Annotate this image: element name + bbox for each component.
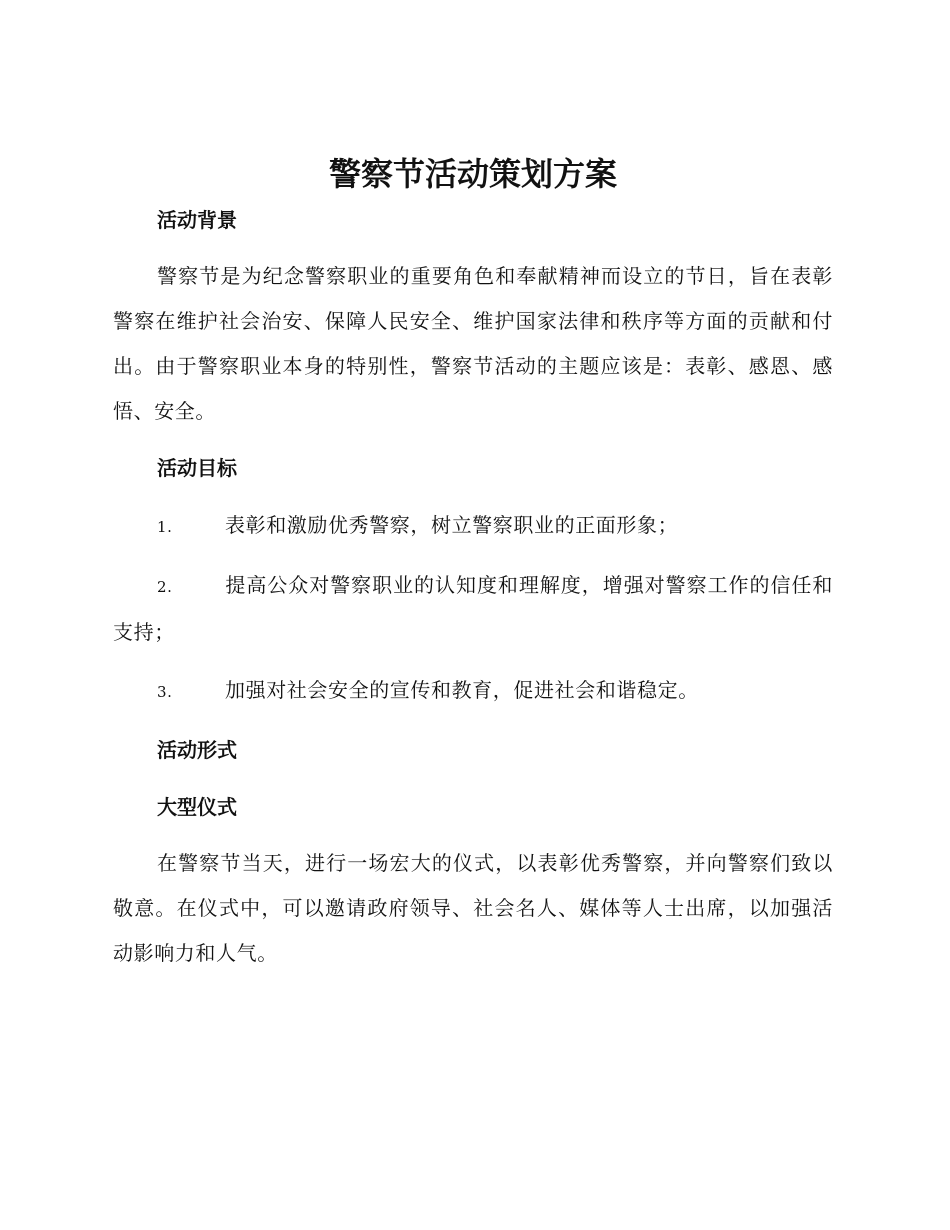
list-item-text: 提高公众对警察职业的认知度和理解度，增强对警察工作的信任和支持； <box>113 573 833 644</box>
spacer <box>113 829 833 841</box>
document-page <box>113 150 833 976</box>
list-number: 2. <box>157 578 173 596</box>
list-number: 3. <box>157 683 173 701</box>
list-item-text: 表彰和激励优秀警察，树立警察职业的正面形象； <box>225 513 679 537</box>
background-paragraph: 警察节是为纪念警察职业的重要角色和奉献精神而设立的节日，旨在表彰警察在维护社会治安、保障人民安全、维护国家法律和秩序等方面的贡献和付出。由于警察职业本身的特别性，警察节活动的主题应该是：表彰、感恩、感悟、安全。 <box>113 264 833 423</box>
spacer <box>113 434 833 446</box>
spacer <box>113 490 833 503</box>
ceremony-paragraph: 在警察节当天，进行一场宏大的仪式，以表彰优秀警察，并向警察们致以敬意。在仪式中，可以邀请政府领导、社会名人、媒体等人士出席，以加强活动影响力和人气。 <box>113 851 833 965</box>
section-heading-form: 活动形式 <box>157 738 237 762</box>
spacer <box>113 655 833 668</box>
spacer <box>113 715 833 728</box>
section-heading-background: 活动背景 <box>157 208 237 232</box>
list-item-text: 加强对社会安全的宣传和教育，促进社会和谐稳定。 <box>225 678 699 702</box>
list-number: 1. <box>157 518 173 536</box>
subsection-heading-ceremony: 大型仪式 <box>157 795 237 819</box>
document-title: 警察节活动策划方案 <box>328 155 617 193</box>
spacer <box>113 550 833 563</box>
goal-list-item-1 <box>113 503 833 550</box>
spacer <box>113 772 833 785</box>
spacer <box>113 242 833 254</box>
section-heading-goals: 活动目标 <box>157 456 237 480</box>
goal-list-item-3 <box>113 668 833 715</box>
goal-list-item-2 <box>113 563 833 655</box>
